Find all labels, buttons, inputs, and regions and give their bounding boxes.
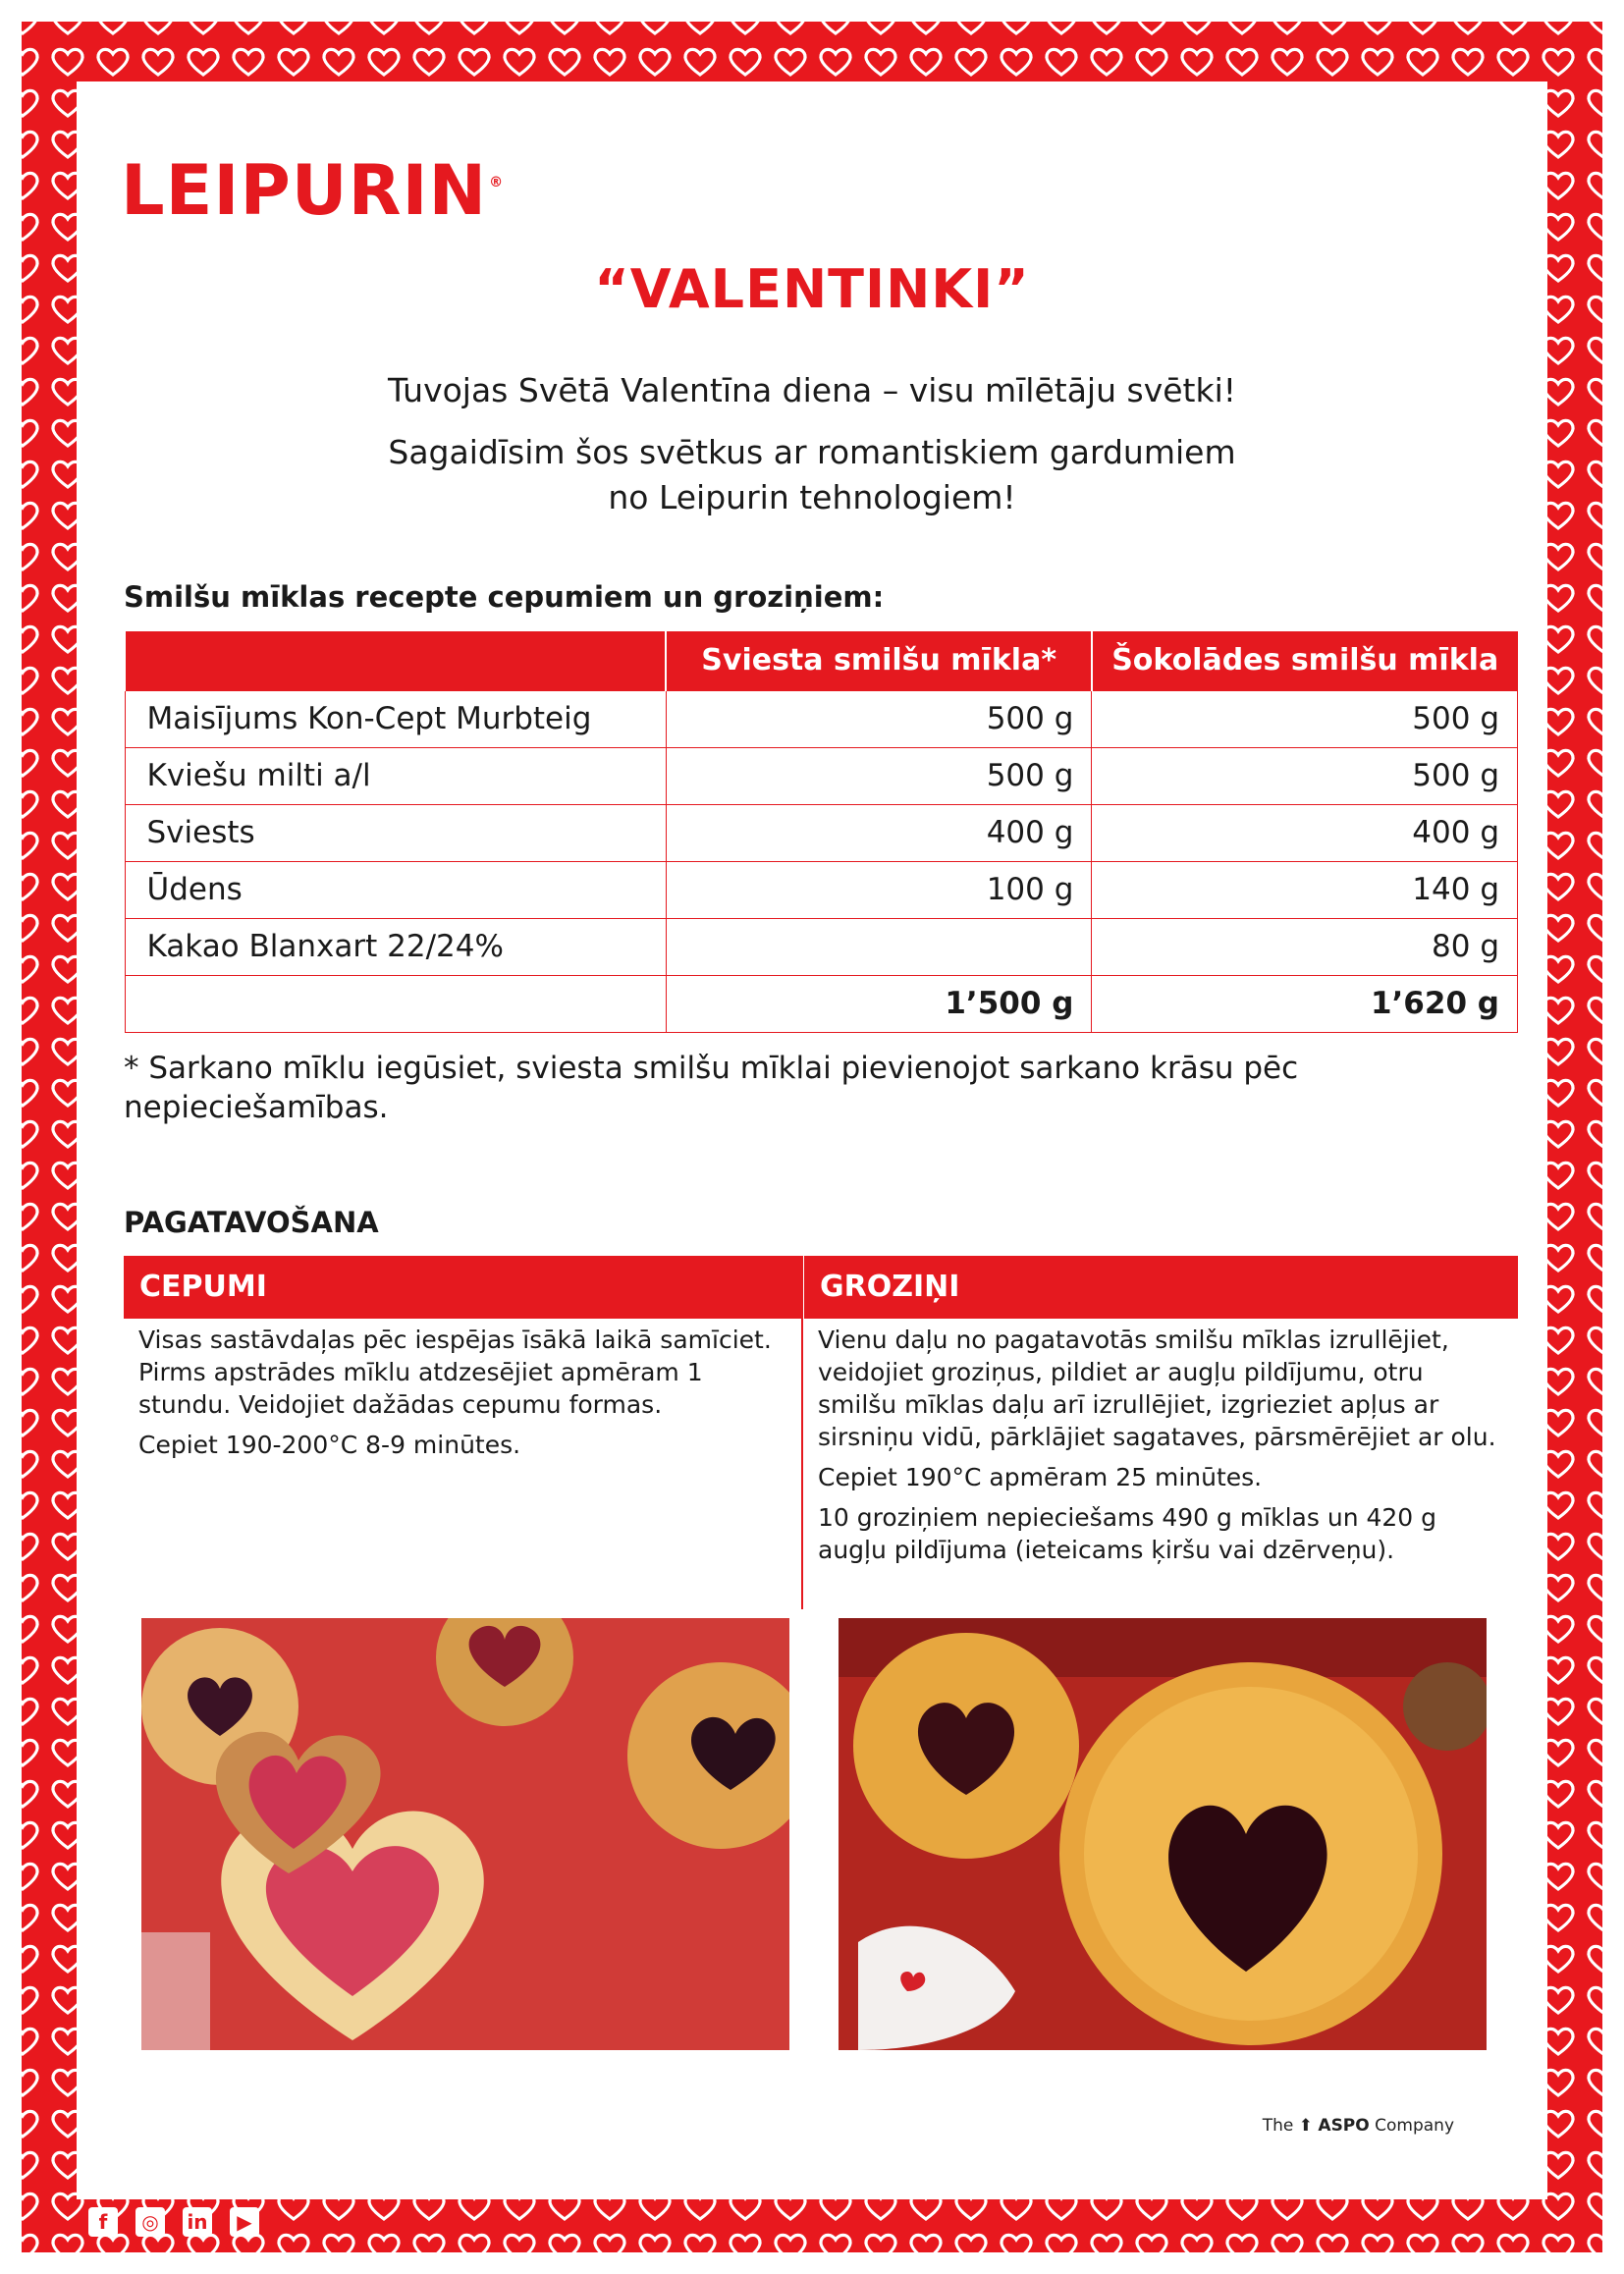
chocolate-total: 1’620 g bbox=[1092, 975, 1518, 1032]
ingredient-name: Kviešu milti a/l bbox=[125, 747, 666, 804]
chocolate-amount: 140 g bbox=[1092, 861, 1518, 918]
cookies-heading: CEPUMI bbox=[124, 1256, 801, 1319]
butter-amount: 400 g bbox=[666, 804, 1092, 861]
recipe-footnote: * Sarkano mīklu iegūsiet, sviesta smilšu mīklai pievienojot sarkano krāsu pēc nepieciešamības. bbox=[124, 1051, 1299, 1125]
youtube-icon[interactable]: ▶ bbox=[230, 2207, 259, 2237]
intro-line-2 bbox=[77, 430, 1547, 520]
butter-amount: 500 g bbox=[666, 690, 1092, 747]
page-content bbox=[77, 81, 1547, 2199]
table-row bbox=[125, 747, 1518, 804]
preparation-heading: PAGATAVOŠANA bbox=[124, 1206, 379, 1239]
chocolate-amount: 500 g bbox=[1092, 747, 1518, 804]
baskets-instructions bbox=[818, 1324, 1505, 1574]
recipe-heading: Smilšu mīklas recepte cepumiem un groziņiem: bbox=[124, 580, 885, 614]
chocolate-amount: 500 g bbox=[1092, 690, 1518, 747]
chocolate-amount: 80 g bbox=[1092, 918, 1518, 975]
cookies-instructions bbox=[138, 1324, 786, 1469]
aspo-the: The bbox=[1262, 2116, 1294, 2136]
registered-mark: ® bbox=[489, 174, 505, 190]
butter-amount: 100 g bbox=[666, 861, 1092, 918]
recipe-col-ingredient bbox=[125, 631, 666, 690]
recipe-table bbox=[124, 631, 1518, 1033]
aspo-icon: ⬆ bbox=[1298, 2116, 1313, 2136]
recipe-col-butter: Sviesta smilšu mīkla* bbox=[666, 631, 1092, 690]
recipe-col-chocolate: Šokolādes smilšu mīkla bbox=[1092, 631, 1518, 690]
baskets-photo bbox=[839, 1618, 1487, 2050]
baskets-step-3: 10 groziņiem nepieciešams 490 g mīklas un 420 g augļu pildījuma (ieteicams ķiršu vai dzērveņu). bbox=[818, 1503, 1437, 1564]
cookies-photo bbox=[141, 1618, 789, 2050]
cookies-step-2: Cepiet 190-200°C 8-9 minūtes. bbox=[138, 1431, 521, 1459]
aspo-company-mark bbox=[1263, 2116, 1454, 2136]
logo-text: LEIPURIN bbox=[121, 150, 488, 231]
leipurin-logo bbox=[121, 150, 504, 231]
butter-total: 1’500 g bbox=[666, 975, 1092, 1032]
intro-line-1: Tuvojas Svētā Valentīna diena – visu mīlētāju svētki! bbox=[388, 371, 1236, 409]
intro-line-2b: no Leipurin tehnologiem! bbox=[608, 478, 1016, 516]
facebook-icon[interactable]: f bbox=[88, 2207, 118, 2237]
total-label-cell bbox=[125, 975, 666, 1032]
linkedin-icon[interactable]: in bbox=[183, 2207, 212, 2237]
page-title: “VALENTINKI” bbox=[594, 258, 1030, 320]
recipe-header-row bbox=[125, 631, 1518, 690]
intro-line-2a: Sagaidīsim šos svētkus ar romantiskiem gardumiem bbox=[388, 433, 1236, 471]
ingredient-name: Ūdens bbox=[125, 861, 666, 918]
aspo-name: ASPO bbox=[1318, 2116, 1370, 2136]
ingredient-name: Maisījums Kon-Cept Murbteig bbox=[125, 690, 666, 747]
ingredient-name: Sviests bbox=[125, 804, 666, 861]
butter-amount bbox=[666, 918, 1092, 975]
baskets-heading: GROZIŅI bbox=[804, 1256, 1518, 1319]
aspo-company: Company bbox=[1375, 2116, 1454, 2136]
baskets-step-2: Cepiet 190°C apmēram 25 minūtes. bbox=[818, 1463, 1263, 1491]
social-links bbox=[88, 2207, 259, 2237]
cookies-step-1: Visas sastāvdaļas pēc iespējas īsākā laikā samīciet. Pirms apstrādes mīklu atdzesējiet apmēram 1 stundu. Veidojiet dažādas cepumu formas. bbox=[138, 1326, 772, 1419]
table-row bbox=[125, 804, 1518, 861]
butter-amount: 500 g bbox=[666, 747, 1092, 804]
table-row bbox=[125, 918, 1518, 975]
instagram-icon[interactable]: ◎ bbox=[135, 2207, 165, 2237]
table-row bbox=[125, 861, 1518, 918]
baskets-step-1: Vienu daļu no pagatavotās smilšu mīklas izrullējiet, veidojiet groziņus, pildiet ar augļu pildījumu, otru smilšu mīklas daļu arī izrullējiet, izgrieziet apļus ar sirsniņu vidū, pārklājiet sagataves, pārsmērējiet ar olu. bbox=[818, 1326, 1496, 1451]
column-divider bbox=[801, 1256, 803, 1609]
total-row bbox=[125, 975, 1518, 1032]
chocolate-amount: 400 g bbox=[1092, 804, 1518, 861]
table-row bbox=[125, 690, 1518, 747]
ingredient-name: Kakao Blanxart 22/24% bbox=[125, 918, 666, 975]
